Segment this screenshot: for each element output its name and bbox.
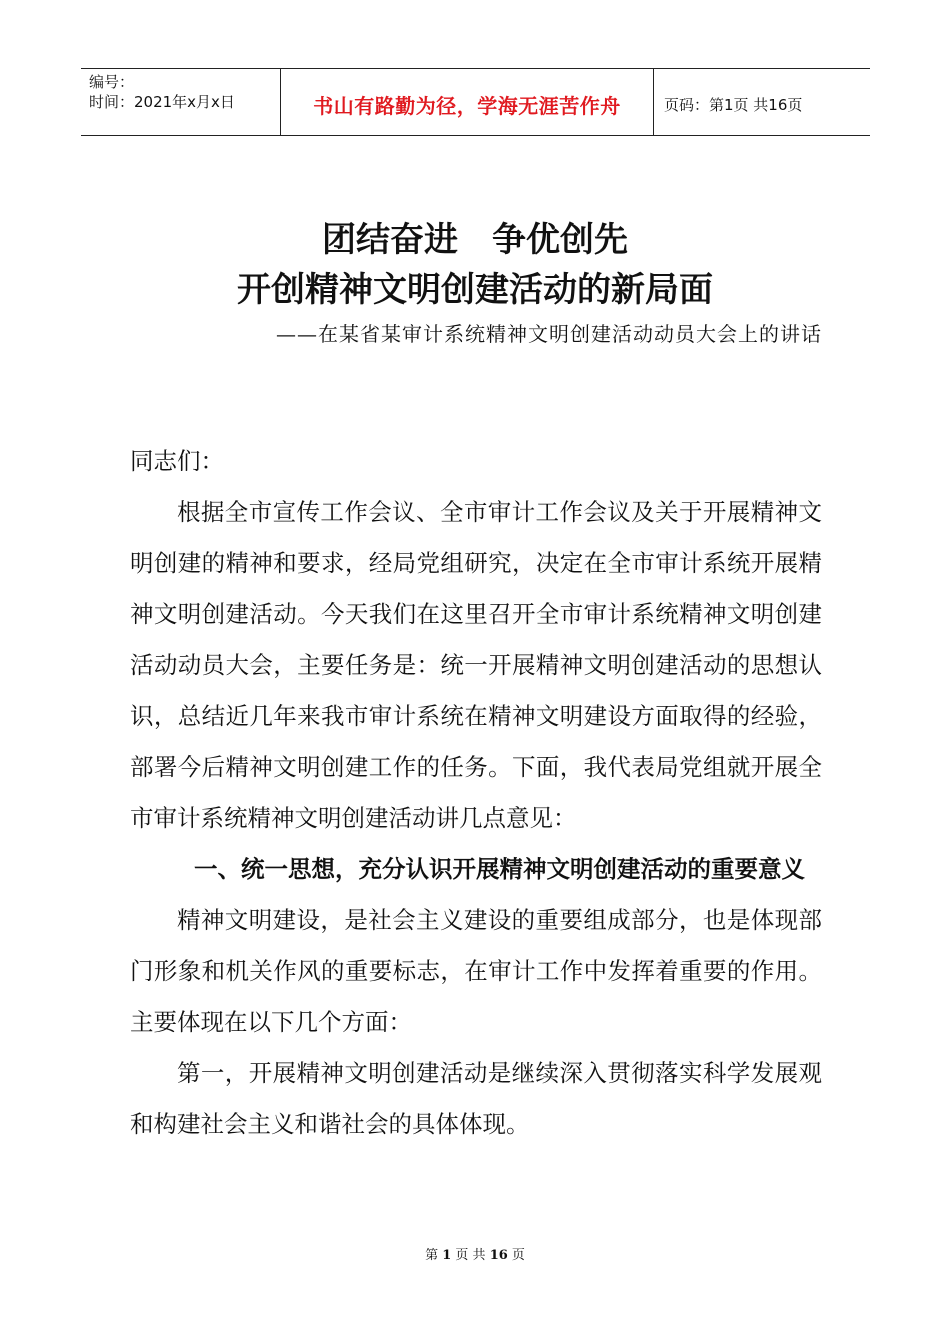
- header-motto: 书山有路勤为径，学海无涯苦作舟: [281, 69, 654, 135]
- subtitle: ——在某省某审计系统精神文明创建活动动员大会上的讲话: [276, 322, 822, 346]
- footer-middle: 页 共: [455, 1248, 486, 1263]
- footer-suffix: 页: [511, 1248, 525, 1263]
- greeting: 同志们：: [130, 447, 224, 475]
- footer-page-number: 1: [442, 1248, 452, 1263]
- header-meta: [81, 69, 281, 135]
- header-page-info: 页码：第1页 共16页: [664, 95, 803, 114]
- title-line-2: 开创精神文明创建活动的新局面: [237, 270, 713, 310]
- paragraph-section1: 精神文明建设，是社会主义建设的重要组成部分，也是体现部门形象和机关作风的重要标志，在审计工作中发挥着重要的作用。主要体现在以下几个方面：: [130, 906, 822, 1036]
- document-number-label: 编号：: [89, 73, 135, 91]
- paragraph-intro: 根据全市宣传工作会议、全市审计工作会议及关于开展精神文明创建的精神和要求，经局党组研究，决定在全市审计系统开展精神文明创建活动。今天我们在这里召开全市审计系统精神文明创建活动动员大会，主要任务是：统一开展精神文明创建活动的思想认识，总结近几年来我市审计系统在精神文明建设方面取得的经验，部署今后精神文明创建工作的任务。下面，我代表局党组就开展全市审计系统精神文明创建活动讲几点意见：: [130, 498, 822, 832]
- page-header: [81, 68, 870, 136]
- paragraph-point1: 第一，开展精神文明创建活动是继续深入贯彻落实科学发展观和构建社会主义和谐社会的具体体现。: [130, 1059, 822, 1138]
- document-date: 时间：2021年x月x日: [89, 93, 235, 111]
- document-body: [130, 487, 822, 1150]
- footer-total-pages: 16: [489, 1248, 508, 1263]
- page-footer: [0, 1244, 950, 1263]
- section-heading-1: 一、统一思想，充分认识开展精神文明创建活动的重要意义: [194, 855, 805, 883]
- footer-prefix: 第: [425, 1248, 439, 1263]
- title-line-1: 团结奋进 争优创先: [322, 220, 628, 260]
